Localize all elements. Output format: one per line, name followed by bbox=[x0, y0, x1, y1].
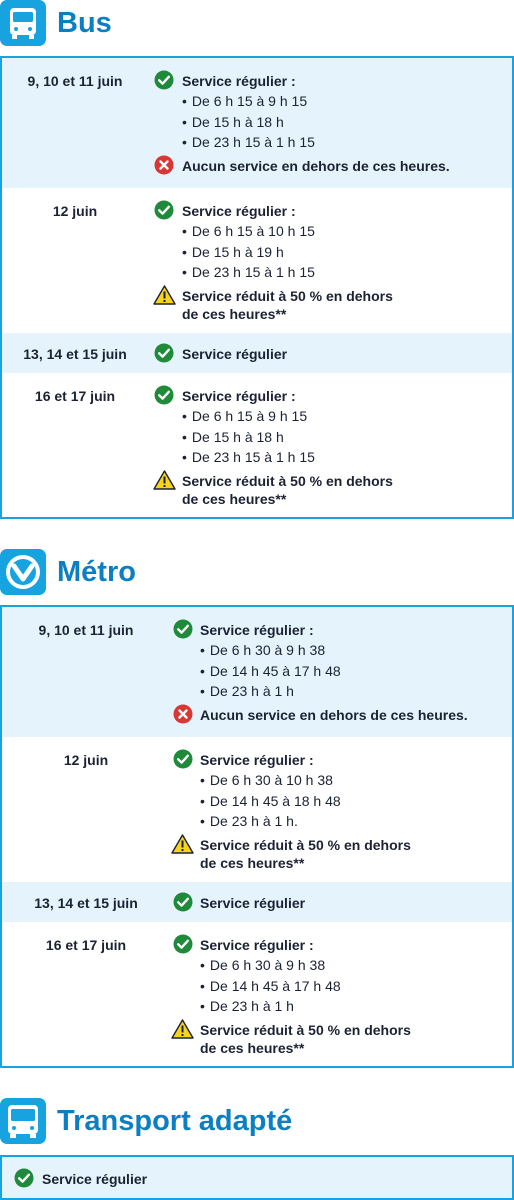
row-note: Aucun service en dehors de ces heures. bbox=[200, 707, 468, 723]
row-note: de ces heures** bbox=[182, 306, 287, 322]
check-circle-icon bbox=[154, 343, 174, 363]
row-status: Service régulier bbox=[182, 346, 288, 362]
row-note: Aucun service en dehors de ces heures. bbox=[182, 158, 450, 174]
row-status: Service régulier bbox=[42, 1171, 148, 1187]
hours-item: • De 14 h 45 à 17 h 48 bbox=[200, 663, 341, 679]
check-circle-icon bbox=[154, 385, 174, 405]
table-row bbox=[2, 607, 512, 737]
table-row bbox=[2, 882, 512, 922]
bus-schedule-table bbox=[0, 56, 514, 519]
table-row bbox=[2, 188, 512, 333]
row-note: de ces heures** bbox=[200, 855, 305, 871]
hours-item: • De 14 h 45 à 17 h 48 bbox=[200, 978, 341, 994]
row-date: 9, 10 et 11 juin bbox=[27, 73, 123, 89]
check-circle-icon bbox=[154, 200, 174, 220]
x-circle-icon bbox=[173, 704, 193, 724]
hours-item: • De 14 h 45 à 18 h 48 bbox=[200, 793, 341, 809]
table-row bbox=[2, 58, 512, 188]
hours-item: • De 23 h à 1 h bbox=[200, 683, 294, 699]
row-date: 13, 14 et 15 juin bbox=[23, 346, 127, 362]
row-status: Service régulier : bbox=[182, 388, 296, 404]
row-note: de ces heures** bbox=[200, 1040, 305, 1056]
check-circle-icon bbox=[173, 892, 193, 912]
warning-triangle-icon bbox=[153, 470, 176, 490]
hours-item: • De 6 h 30 à 9 h 38 bbox=[200, 957, 325, 973]
row-date: 16 et 17 juin bbox=[34, 388, 116, 404]
metro-logo-icon bbox=[0, 549, 46, 595]
warning-triangle-icon bbox=[153, 285, 176, 305]
hours-item: • De 15 h à 18 h bbox=[182, 429, 284, 445]
row-status: Service régulier : bbox=[182, 203, 296, 219]
adapted-section-title: Transport adapté bbox=[57, 1105, 293, 1137]
row-note: Service réduit à 50 % en dehors bbox=[182, 473, 393, 489]
hours-item: • De 23 h à 1 h bbox=[200, 998, 294, 1014]
table-row bbox=[2, 373, 512, 517]
row-status: Service régulier : bbox=[200, 622, 314, 638]
hours-item: • De 6 h 30 à 9 h 38 bbox=[200, 642, 325, 658]
row-date: 9, 10 et 11 juin bbox=[38, 622, 134, 638]
row-status: Service régulier : bbox=[200, 937, 314, 953]
check-circle-icon bbox=[173, 619, 193, 639]
row-note: Service réduit à 50 % en dehors bbox=[182, 288, 393, 304]
check-circle-icon bbox=[173, 749, 193, 769]
warning-triangle-icon bbox=[171, 1019, 194, 1039]
metro-section-header bbox=[0, 549, 514, 595]
adapted-schedule-table bbox=[0, 1155, 514, 1200]
hours-item: • De 15 h à 18 h bbox=[182, 114, 284, 130]
hours-item: • De 15 h à 19 h bbox=[182, 244, 284, 260]
x-circle-icon bbox=[154, 155, 174, 175]
row-status: Service régulier : bbox=[182, 73, 296, 89]
hours-item: • De 23 h 15 à 1 h 15 bbox=[182, 264, 315, 280]
row-note: Service réduit à 50 % en dehors bbox=[200, 837, 411, 853]
row-date: 12 juin bbox=[52, 203, 98, 219]
bus-section-title: Bus bbox=[57, 7, 112, 39]
row-date: 16 et 17 juin bbox=[45, 937, 127, 953]
hours-item: • De 6 h 15 à 9 h 15 bbox=[182, 408, 307, 424]
hours-item: • De 6 h 15 à 9 h 15 bbox=[182, 93, 307, 109]
row-status: Service régulier : bbox=[200, 752, 314, 768]
row-date: 12 juin bbox=[63, 752, 109, 768]
adapted-section-header bbox=[0, 1098, 514, 1144]
check-circle-icon bbox=[154, 70, 174, 90]
hours-item: • De 23 h 15 à 1 h 15 bbox=[182, 449, 315, 465]
hours-item: • De 6 h 30 à 10 h 38 bbox=[200, 772, 333, 788]
metro-schedule-table bbox=[0, 605, 514, 1068]
hours-item: • De 23 h 15 à 1 h 15 bbox=[182, 134, 315, 150]
table-row bbox=[2, 737, 512, 882]
row-date: 13, 14 et 15 juin bbox=[34, 895, 138, 911]
check-circle-icon bbox=[173, 934, 193, 954]
bus-section-header bbox=[0, 0, 514, 46]
table-row bbox=[2, 922, 512, 1066]
row-note: Service réduit à 50 % en dehors bbox=[200, 1022, 411, 1038]
row-note: de ces heures** bbox=[182, 491, 287, 507]
bus-icon bbox=[0, 0, 46, 46]
adapted-transport-icon bbox=[0, 1098, 46, 1144]
hours-item: • De 23 h à 1 h. bbox=[200, 813, 298, 829]
table-row bbox=[2, 333, 512, 373]
warning-triangle-icon bbox=[171, 834, 194, 854]
metro-section-title: Métro bbox=[57, 556, 136, 588]
check-circle-icon bbox=[14, 1168, 34, 1188]
hours-item: • De 6 h 15 à 10 h 15 bbox=[182, 223, 315, 239]
row-status: Service régulier bbox=[200, 895, 306, 911]
